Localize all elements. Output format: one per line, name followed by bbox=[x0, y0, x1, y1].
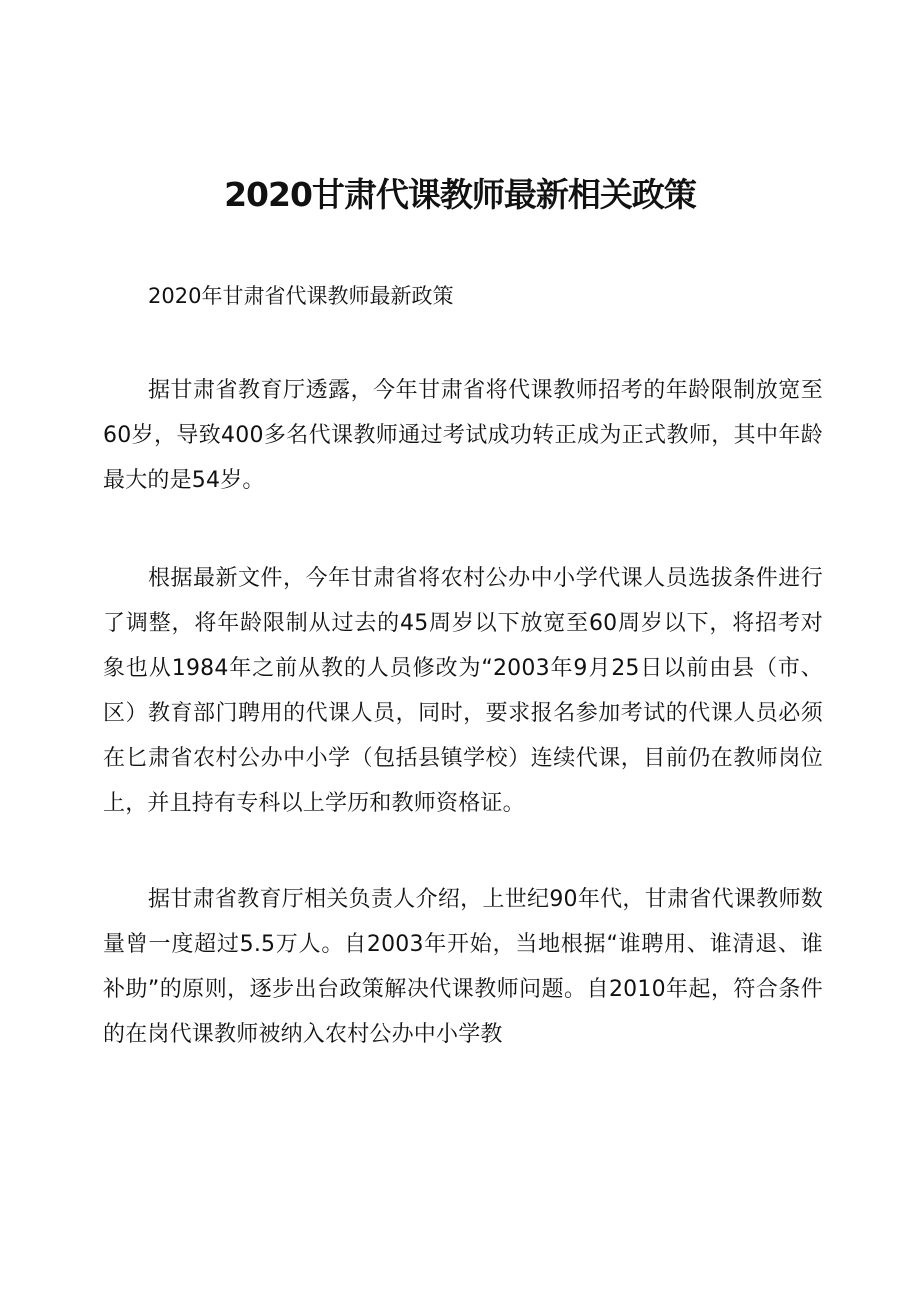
paragraph-3: 据甘肃省教育厅相关负责人介绍，上世纪90年代，甘肃省代课教师数量曾一度超过5.5万人。自2003年开始，当地根据“谁聘用、谁清退、谁补助”的原则，逐步出台政策解决代课教师问题。自2010年起，符合条件的在岗代课教师被纳入农村公办中小学教 bbox=[103, 887, 823, 1047]
paragraph-2: 根据最新文件，今年甘肃省将农村公办中小学代课人员选拔条件进行了调整，将年龄限制从过去的45周岁以下放宽至60周岁以下，将招考对象也从1984年之前从教的人员修改为“2003年9月25日以前由县（市、区）教育部门聘用的代课人员，同时，要求报名参加考试的代课人员必须在匕肃省农村公办中小学（包括县镇学校）连续代课，目前仍在教师岗位上，并且持有专科以上学历和教师资格证。 bbox=[103, 566, 823, 816]
document-subtitle: 2020年甘肃省代课教师最新政策 bbox=[148, 284, 454, 308]
document-title: 2020甘肃代课教师最新相关政策 bbox=[224, 175, 696, 214]
paragraph-1: 据甘肃省教育厅透露，今年甘肃省将代课教师招考的年龄限制放宽至60岁，导致400多名代课教师通过考试成功转正成为正式教师，其中年龄最大的是54岁。 bbox=[103, 378, 823, 493]
